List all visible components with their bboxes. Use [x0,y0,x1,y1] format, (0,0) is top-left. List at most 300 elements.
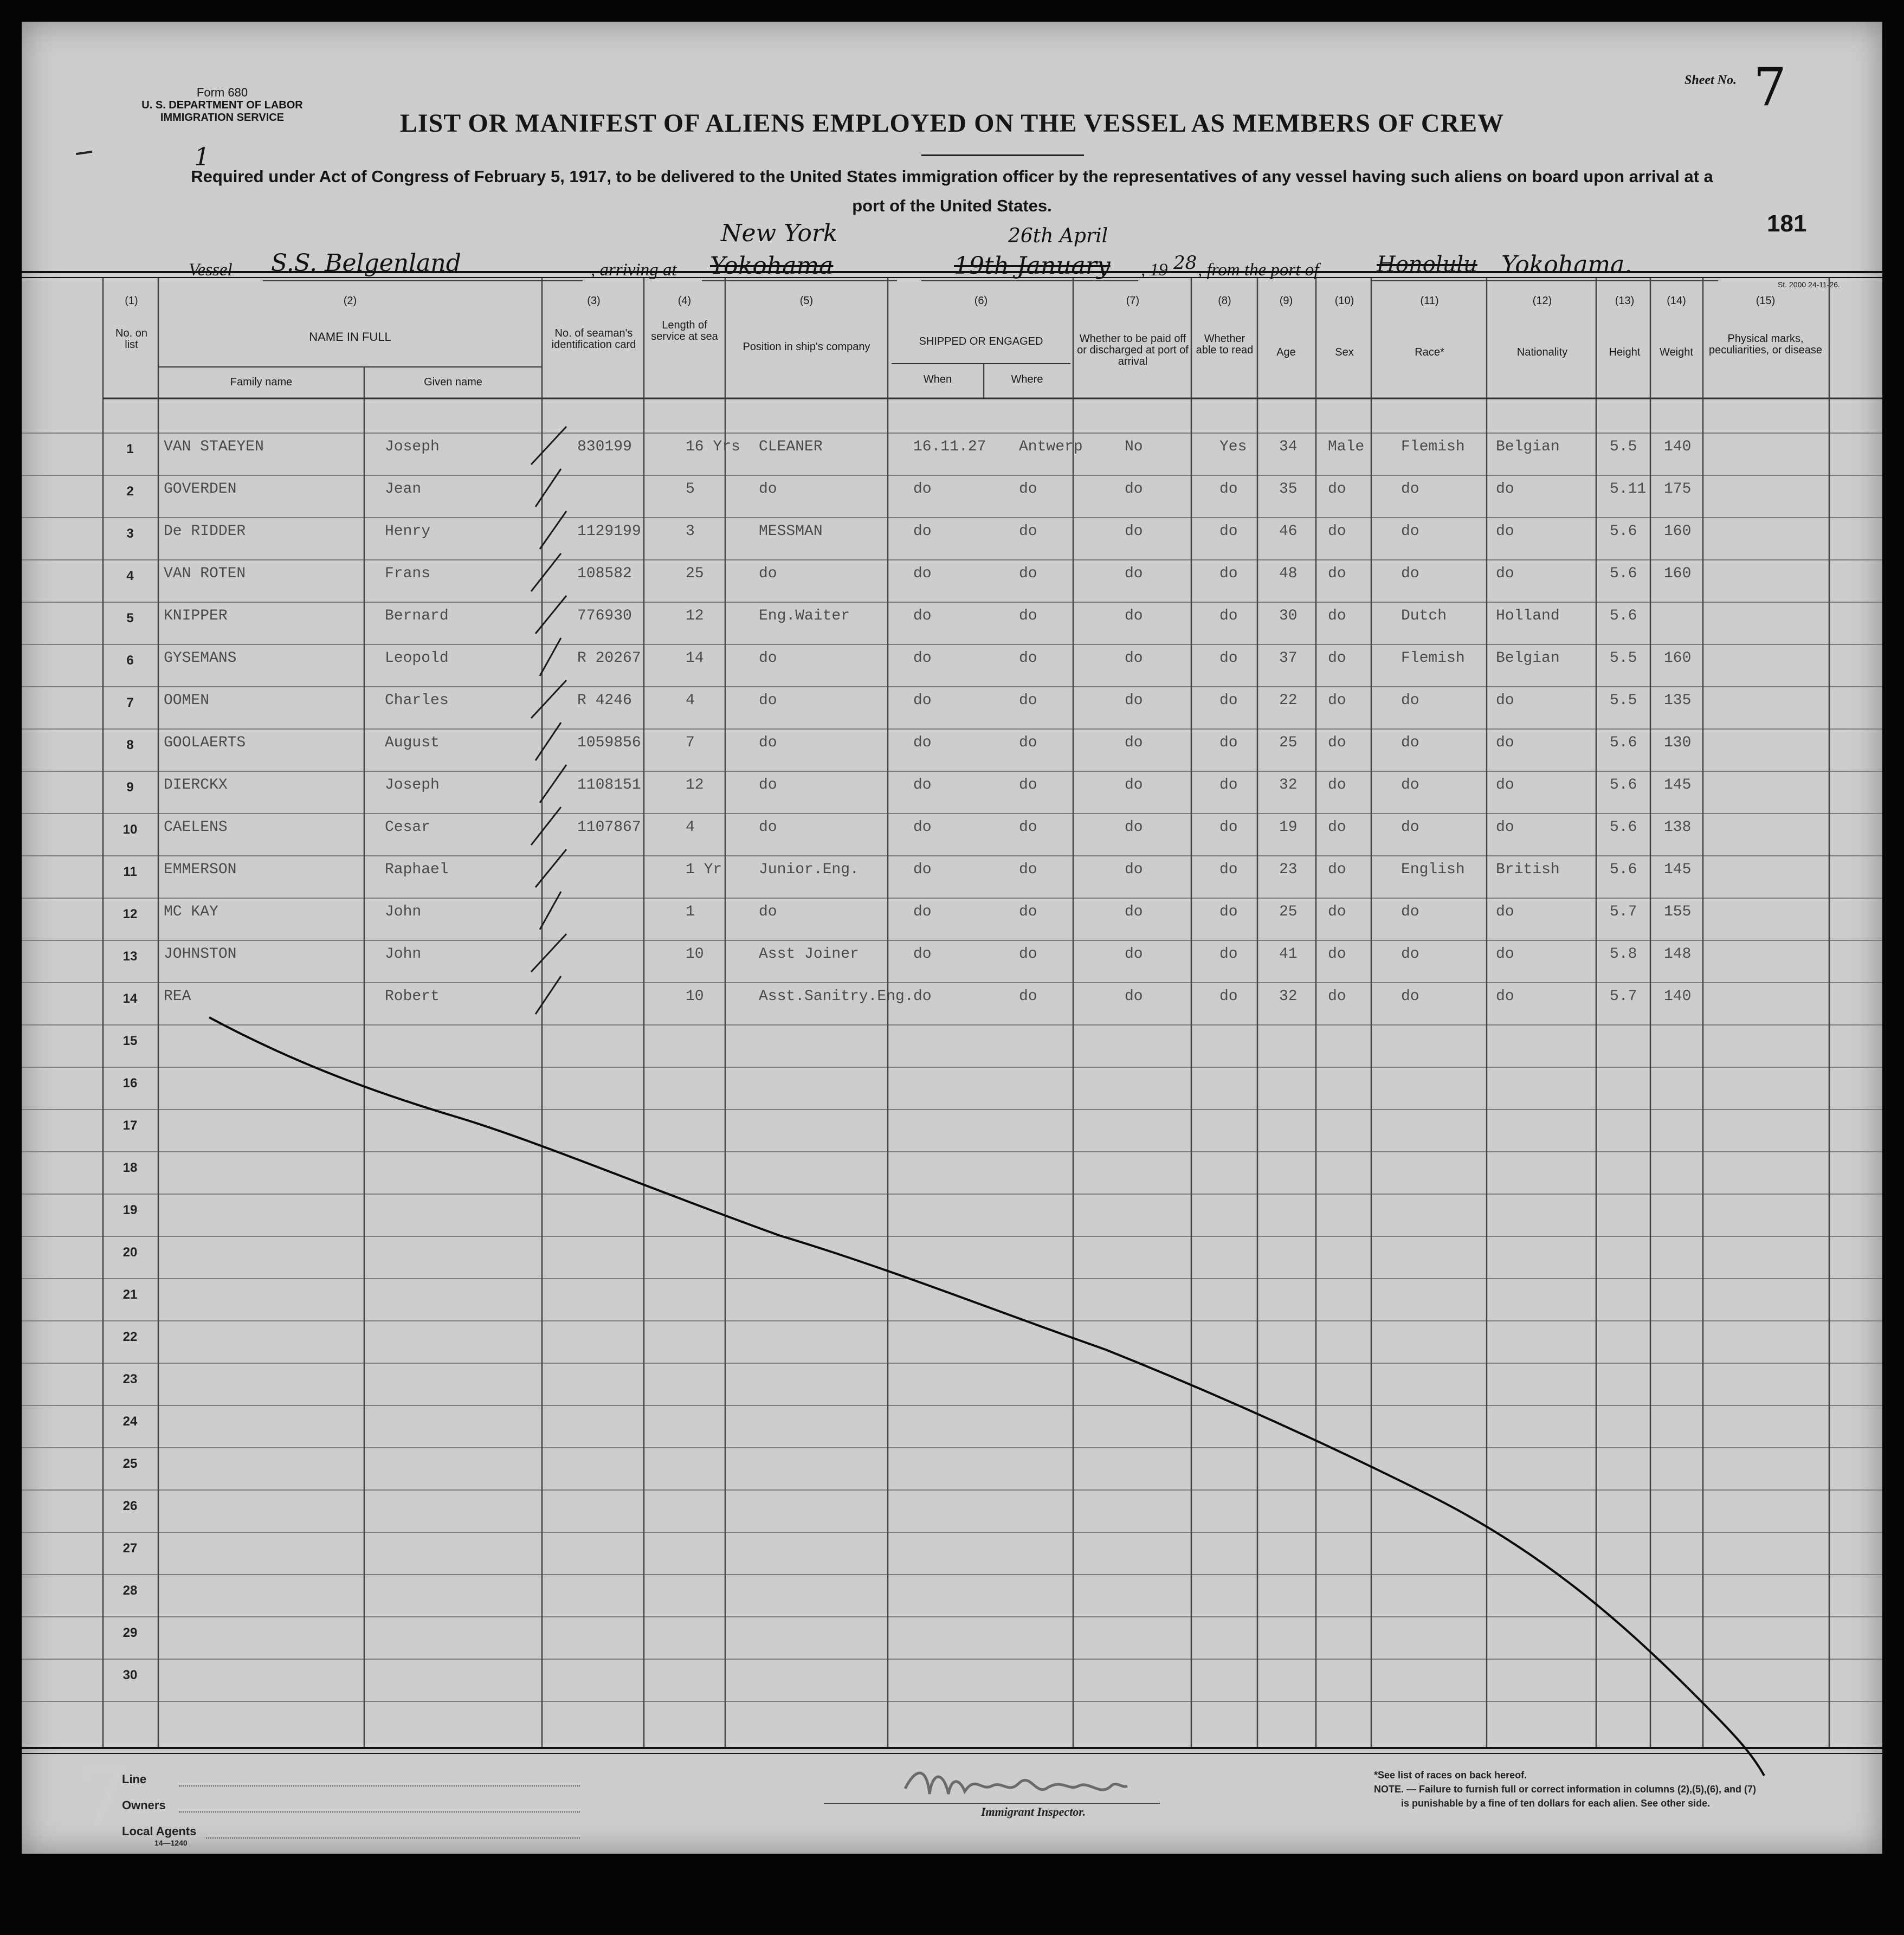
weight-cell: 135 [1664,692,1692,709]
check-mark [540,638,561,676]
paid-off-cell: do [1125,692,1143,709]
sheet-number: 7 [1753,57,1787,118]
row-number: 7 [126,695,134,710]
column-number: (9) [1279,295,1293,307]
given-name-cell: Jean [385,481,422,498]
race-cell: do [1401,904,1419,920]
race-cell: do [1401,523,1419,540]
manifest-sheet [22,22,1882,1854]
shipped-where-cell: do [1019,481,1037,498]
sex-cell: do [1328,988,1346,1005]
col-able-read: Whether able to read [1196,333,1254,356]
height-cell: 5.7 [1610,988,1637,1005]
family-name-cell: KNIPPER [164,608,228,624]
sex-cell: do [1328,946,1346,963]
row-number: 26 [122,1499,138,1513]
family-name-cell: GOVERDEN [164,481,237,498]
able-read-cell: do [1219,734,1238,751]
line-field [179,1785,580,1786]
race-cell: do [1401,946,1419,963]
weight-cell: 175 [1664,481,1692,498]
column-number: (7) [1126,295,1140,307]
year-prefix: , 19 [1141,260,1168,280]
agents-field [206,1837,580,1839]
paid-off-cell: do [1125,904,1143,920]
weight-cell: 138 [1664,819,1692,836]
family-name-cell: REA [164,988,191,1005]
service-length-cell: 16 Yrs [686,438,740,455]
position-cell: do [759,734,777,751]
position-cell: do [759,904,777,920]
column-number: (6) [974,295,988,307]
race-cell: do [1401,819,1419,836]
card-number-cell: 776930 [577,608,632,624]
fine-note: is punishable by a fine of ten dollars for each alien. See other side. [1401,1798,1711,1809]
row-number: 25 [122,1456,138,1471]
arriving-port-struck: Yokohama [710,252,834,280]
nationality-cell: do [1496,904,1514,920]
arriving-port: New York [721,220,838,247]
row-number: 28 [122,1583,138,1598]
check-mark [535,469,561,507]
service-length-cell: 12 [686,777,704,794]
row-number: 30 [122,1668,138,1682]
races-note: *See list of races on back hereof. [1374,1770,1527,1781]
shipped-where-cell: do [1019,565,1037,582]
col-length-service: Length of service at sea [651,319,718,343]
row-number: 14 [122,991,138,1006]
weight-cell: 155 [1664,904,1692,920]
paid-off-cell: do [1125,565,1143,582]
weight-cell: 148 [1664,946,1692,963]
shipped-where-cell: Antwerp [1019,438,1083,455]
given-name-cell: John [385,946,422,963]
sex-cell: do [1328,692,1346,709]
age-cell: 32 [1279,777,1298,794]
race-cell: do [1401,777,1419,794]
column-number: (12) [1532,295,1552,307]
age-cell: 46 [1279,523,1298,540]
height-cell: 5.8 [1610,946,1637,963]
service-length-cell: 5 [686,481,695,498]
check-mark [531,807,561,845]
able-read-cell: do [1219,481,1238,498]
able-read-cell: do [1219,777,1238,794]
row-number: 12 [122,907,138,921]
nationality-cell: do [1496,565,1514,582]
age-cell: 25 [1279,734,1298,751]
age-cell: 30 [1279,608,1298,624]
weight-cell: 160 [1664,523,1692,540]
col-weight: Weight [1660,346,1693,358]
sex-cell: do [1328,819,1346,836]
position-cell: MESSMAN [759,523,823,540]
height-cell: 5.5 [1610,692,1637,709]
weight-cell: 140 [1664,988,1692,1005]
age-cell: 35 [1279,481,1298,498]
age-cell: 32 [1279,988,1298,1005]
check-mark [540,511,566,549]
age-cell: 23 [1279,861,1298,878]
race-cell: Flemish [1401,438,1465,455]
nationality-cell: do [1496,777,1514,794]
family-name-cell: GOOLAERTS [164,734,246,751]
row-number: 20 [122,1245,138,1260]
position-cell: do [759,819,777,836]
given-name-cell: Leopold [385,650,449,667]
sex-cell: do [1328,565,1346,582]
shipped-when-cell: do [913,523,932,540]
shipped-when-cell: do [913,861,932,878]
column-number: (10) [1334,295,1354,307]
shipped-where-cell: do [1019,946,1037,963]
arrival-date: 26th April [1008,225,1108,247]
service-length-cell: 14 [686,650,704,667]
column-number: (13) [1615,295,1635,307]
weight-cell: 145 [1664,861,1692,878]
nationality-cell: do [1496,734,1514,751]
given-name-cell: Henry [385,523,431,540]
service: IMMIGRATION SERVICE [160,112,285,124]
mark-left: 1 [194,142,210,171]
sex-cell: do [1328,861,1346,878]
shipped-where-cell: do [1019,904,1037,920]
sex-cell: Male [1328,438,1365,455]
service-length-cell: 1 Yr [686,861,722,878]
nationality-cell: British [1496,861,1560,878]
shipped-when-cell: do [913,565,932,582]
from-port-struck: Honolulu [1377,252,1477,277]
shipped-where-cell: do [1019,988,1037,1005]
service-length-cell: 4 [686,692,695,709]
height-cell: 5.5 [1610,650,1637,667]
family-name-cell: CAELENS [164,819,228,836]
paid-off-cell: do [1125,608,1143,624]
row-number: 17 [122,1118,138,1133]
nationality-cell: do [1496,523,1514,540]
card-number-cell: 1129199 [577,523,641,540]
row-number: 29 [122,1626,138,1640]
col-age: Age [1276,346,1296,358]
height-cell: 5.7 [1610,904,1637,920]
paid-off-cell: do [1125,650,1143,667]
shipped-where-cell: do [1019,692,1037,709]
shipped-when-cell: do [913,692,932,709]
given-name-cell: Frans [385,565,431,582]
shipped-when-cell: do [913,650,932,667]
row-number: 1 [126,442,134,456]
given-name-cell: Joseph [385,438,440,455]
able-read-cell: do [1219,565,1238,582]
shipped-when-cell: do [913,819,932,836]
owners-label: Owners [122,1798,166,1812]
service-length-cell: 4 [686,819,695,836]
service-length-cell: 25 [686,565,704,582]
card-number-cell: R 4246 [577,692,632,709]
check-mark [535,723,561,760]
position-cell: Eng.Waiter [759,608,850,624]
row-number: 23 [122,1372,138,1386]
nationality-cell: do [1496,481,1514,498]
able-read-cell: do [1219,904,1238,920]
row-number: 11 [123,865,137,879]
vessel-name: S.S. Belgenland [271,249,461,277]
nationality-cell: Belgian [1496,438,1560,455]
given-name-cell: John [385,904,422,920]
paid-off-cell: No [1125,438,1143,455]
agents-code: 14—1240 [154,1839,188,1847]
position-cell: do [759,777,777,794]
position-cell: do [759,650,777,667]
row-number: 6 [126,653,134,668]
col-given-name: Given name [424,376,482,388]
nationality-cell: do [1496,692,1514,709]
shipped-where-cell: do [1019,608,1037,624]
column-number: (1) [125,295,138,307]
paid-off-cell: do [1125,481,1143,498]
subtitle-continued: port of the United States. [852,196,1052,215]
paid-off-cell: do [1125,819,1143,836]
weight-cell: 160 [1664,650,1692,667]
card-number-cell: 830199 [577,438,632,455]
agents-label: Local Agents [122,1824,197,1838]
race-cell: Flemish [1401,650,1465,667]
service-length-cell: 10 [686,946,704,963]
able-read-cell: do [1219,861,1238,878]
race-cell: English [1401,861,1465,878]
col-position: Position in ship's company [743,341,870,353]
check-mark [531,553,561,591]
manifest-title: LIST OR MANIFEST OF ALIENS EMPLOYED ON THE VESSEL AS MEMBERS OF CREW [399,109,1505,138]
able-read-cell: do [1219,946,1238,963]
shipped-when-cell: do [913,777,932,794]
shipped-when-cell: do [913,608,932,624]
subtitle: Required under Act of Congress of February 5, 1917, to be delivered to the United States immigration officer by the representatives of any vessel having such aliens on board upon arrival at a [191,167,1713,186]
col-no-on-list: No. on list [115,327,147,351]
age-cell: 22 [1279,692,1298,709]
nationality-cell: Holland [1496,608,1560,624]
paid-off-cell: do [1125,861,1143,878]
col-height: Height [1609,346,1641,358]
card-number-cell: 1107867 [577,819,641,836]
card-number-cell: 108582 [577,565,632,582]
year: 28 [1173,252,1197,274]
height-cell: 5.6 [1610,523,1637,540]
shipped-where-cell: do [1019,650,1037,667]
given-name-cell: Cesar [385,819,431,836]
nationality-cell: do [1496,819,1514,836]
position-cell: CLEANER [759,438,823,455]
height-cell: 5.6 [1610,861,1637,878]
service-length-cell: 7 [686,734,695,751]
column-number: (8) [1218,295,1231,307]
col-where: Where [1011,373,1043,385]
inspector-line [824,1803,1160,1804]
check-mark [535,976,561,1014]
sex-cell: do [1328,734,1346,751]
position-cell: do [759,481,777,498]
race-cell: do [1401,481,1419,498]
column-number: (14) [1667,295,1686,307]
race-cell: Dutch [1401,608,1447,624]
row-number: 2 [126,484,134,499]
paid-off-cell: do [1125,523,1143,540]
given-name-cell: August [385,734,440,751]
race-cell: do [1401,988,1419,1005]
paid-off-cell: do [1125,777,1143,794]
given-name-cell: Raphael [385,861,449,878]
able-read-cell: do [1219,650,1238,667]
age-cell: 34 [1279,438,1298,455]
shipped-where-cell: do [1019,734,1037,751]
sex-cell: do [1328,608,1346,624]
height-cell: 5.6 [1610,819,1637,836]
weight-cell: 140 [1664,438,1692,455]
column-number: (2) [343,295,357,307]
column-number: (5) [799,295,814,307]
row-number: 10 [122,822,138,837]
check-mark [535,849,566,887]
weight-cell: 160 [1664,565,1692,582]
col-physical: Physical marks, peculiarities, or disease [1709,333,1822,356]
family-name-cell: MC KAY [164,904,218,920]
height-cell: 5.6 [1610,734,1637,751]
paid-off-cell: do [1125,988,1143,1005]
margin-mark: 7 [76,1751,128,1845]
family-name-cell: VAN STAEYEN [164,438,264,455]
check-mark [531,934,566,972]
row-number: 22 [122,1330,138,1344]
column-number: (3) [587,295,601,307]
race-cell: do [1401,565,1419,582]
from-port: Yokohama. [1501,251,1632,279]
cancel-line [209,1017,1764,1776]
check-mark [540,765,566,803]
able-read-cell: do [1219,988,1238,1005]
row-number: 16 [122,1076,138,1091]
vessel-label: Vessel [189,260,233,280]
row-number: 19 [122,1203,138,1217]
age-cell: 37 [1279,650,1298,667]
service-length-cell: 10 [686,988,704,1005]
owners-field [179,1811,580,1813]
sex-cell: do [1328,481,1346,498]
check-mark [540,892,561,930]
row-number: 18 [122,1160,138,1175]
height-cell: 5.6 [1610,565,1637,582]
nationality-cell: do [1496,946,1514,963]
col-name-in-full: NAME IN FULL [309,330,391,344]
given-name-cell: Robert [385,988,440,1005]
department: U. S. DEPARTMENT OF LABOR [141,99,303,112]
family-name-cell: JOHNSTON [164,946,237,963]
shipped-when-cell: do [913,946,932,963]
column-number: (4) [677,295,692,307]
row-number: 24 [122,1414,138,1429]
nationality-cell: do [1496,988,1514,1005]
family-name-cell: De RIDDER [164,523,246,540]
check-mark [535,596,566,634]
service-length-cell: 3 [686,523,695,540]
card-number-cell: 1059856 [577,734,641,751]
height-cell: 5.6 [1610,608,1637,624]
service-length-cell: 1 [686,904,695,920]
height-cell: 5.6 [1610,777,1637,794]
row-number: 3 [126,526,134,541]
inspector-label: Immigrant Inspector. [981,1805,1086,1818]
position-cell: Junior.Eng. [759,861,859,878]
col-family-name: Family name [230,376,293,388]
paid-off-cell: do [1125,734,1143,751]
weight-cell: 145 [1664,777,1692,794]
row-number: 4 [126,569,134,583]
row-number: 21 [122,1287,138,1302]
card-number-cell: R 20267 [577,650,641,667]
check-mark [531,427,566,465]
able-read-cell: Yes [1219,438,1247,455]
position-cell: do [759,565,777,582]
nationality-cell: Belgian [1496,650,1560,667]
given-name-cell: Charles [385,692,449,709]
sheet-label: Sheet No. [1684,73,1737,87]
col-sex: Sex [1335,346,1354,358]
race-cell: do [1401,734,1419,751]
arrival-date-struck: 19th January [954,252,1111,280]
col-paid-off: Whether to be paid off or discharged at port of arrival [1077,333,1189,367]
failure-note: NOTE. — Failure to furnish full or correct information in columns (2),(5),(6), and (7) [1374,1784,1757,1795]
shipped-when-cell: do [913,988,932,1005]
col-seaman-card: No. of seaman's identification card [551,327,636,351]
age-cell: 19 [1279,819,1298,836]
able-read-cell: do [1219,819,1238,836]
row-number: 27 [122,1541,138,1556]
card-number-cell: 1108151 [577,777,641,794]
family-name-cell: DIERCKX [164,777,228,794]
row-number: 15 [122,1034,138,1048]
able-read-cell: do [1219,692,1238,709]
family-name-cell: GYSEMANS [164,650,237,667]
age-cell: 25 [1279,904,1298,920]
shipped-when-cell: do [913,904,932,920]
position-cell: Asst Joiner [759,946,859,963]
page-mark: 181 [1767,210,1807,237]
height-cell: 5.5 [1610,438,1637,455]
shipped-where-cell: do [1019,523,1037,540]
col-when: When [923,373,952,385]
shipped-when-cell: do [913,481,932,498]
row-number: 13 [122,949,138,964]
family-name-cell: OOMEN [164,692,210,709]
paid-off-cell: do [1125,946,1143,963]
form-number: Form 680 [196,86,248,99]
family-name-cell: EMMERSON [164,861,237,878]
able-read-cell: do [1219,608,1238,624]
arriving-label: , arriving at [591,260,677,280]
shipped-where-cell: do [1019,819,1037,836]
given-name-cell: Joseph [385,777,440,794]
family-name-cell: VAN ROTEN [164,565,246,582]
check-mark [531,680,566,718]
column-number: (11) [1420,295,1439,307]
service-length-cell: 12 [686,608,704,624]
row-number: 5 [126,611,134,625]
weight-cell: 130 [1664,734,1692,751]
row-number: 9 [126,780,134,795]
race-cell: do [1401,692,1419,709]
from-port-label: , from the port of [1198,260,1319,280]
print-code: St. 2000 24-11-26. [1778,280,1840,289]
shipped-when-cell: do [913,734,932,751]
